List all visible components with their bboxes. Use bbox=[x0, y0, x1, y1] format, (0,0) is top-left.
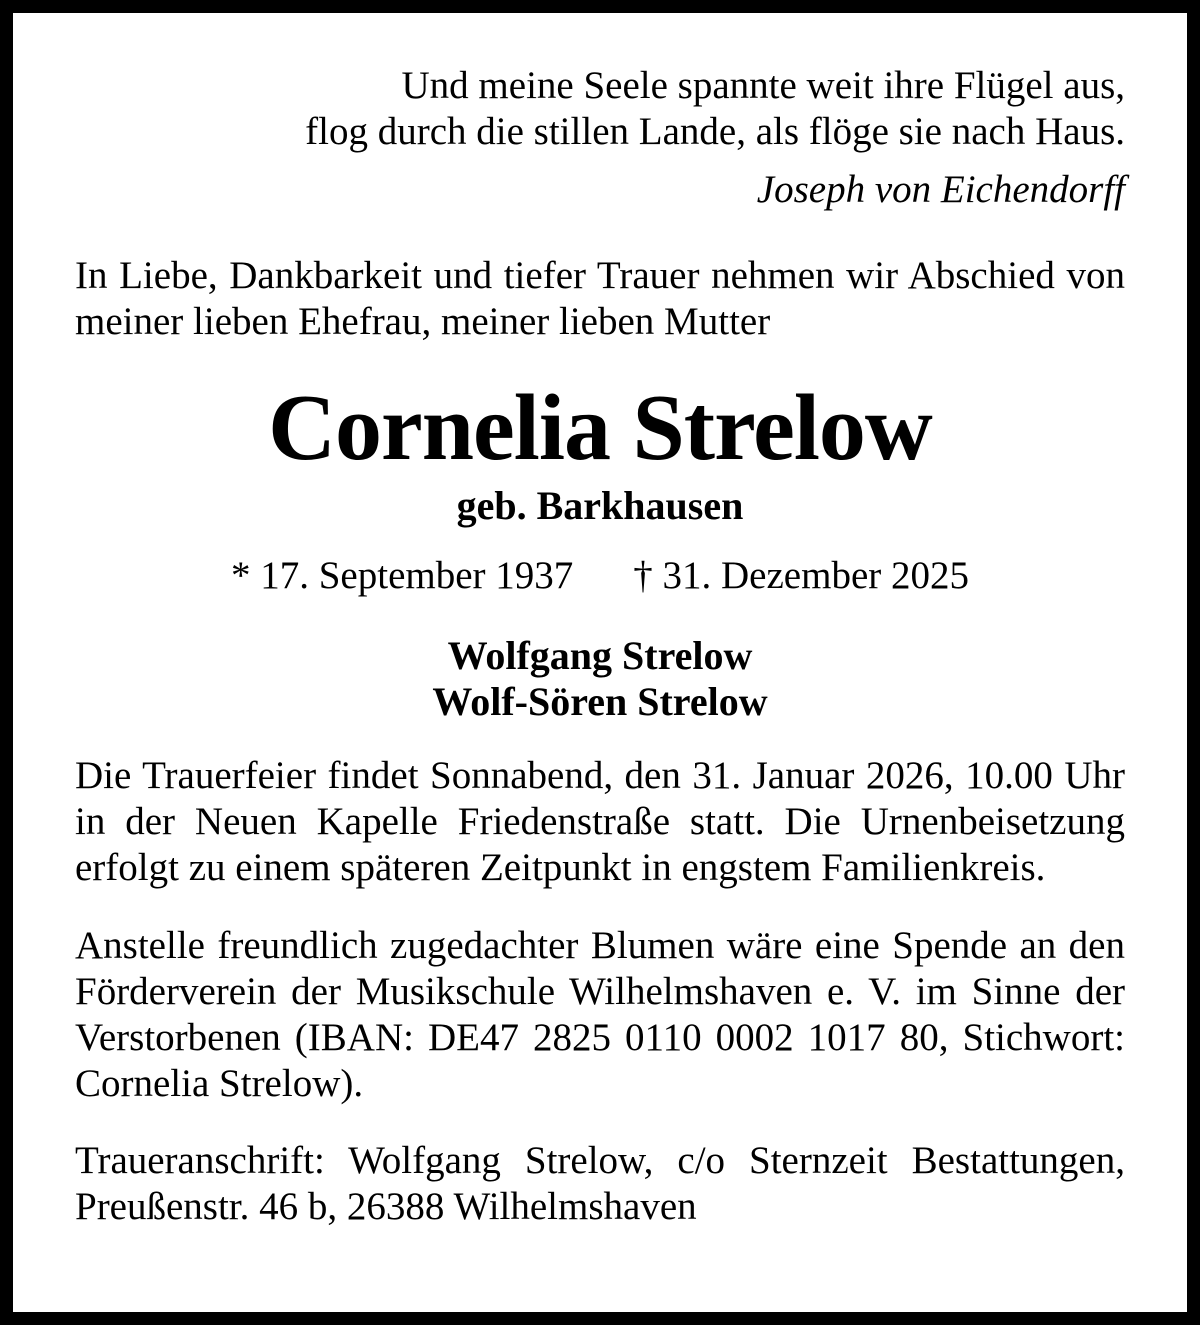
death-date bbox=[633, 553, 969, 599]
death-cross-icon: † bbox=[633, 554, 653, 597]
service-info-paragraph: Die Trauerfeier findet Sonnabend, den 31. Januar 2026, 10.00 Uhr in der Neuen Kapelle Friedenstraße statt. Die Urnenbeisetzung erfolgt zu einem späteren Zeitpunkt in engstem Familienkreis. bbox=[75, 754, 1125, 889]
donation-info-paragraph: Anstelle freundlich zugedachter Blumen wäre eine Spende an den Förderverein der Musikschule Wilhelmshaven e. V. im Sinne der Verstorbenen (IBAN: DE47 2825 0110 0002 1017 80, Stichwort: Cornelia Strelow). bbox=[75, 924, 1125, 1105]
deceased-name: Cornelia Strelow bbox=[268, 376, 932, 480]
death-date-text: 31. Dezember 2025 bbox=[662, 554, 969, 597]
birth-star-icon: * bbox=[230, 554, 251, 597]
birth-date-text: 17. September 1937 bbox=[260, 554, 574, 597]
mourning-address-paragraph: Traueranschrift: Wolfgang Strelow, c/o Sternzeit Bestattungen, Preußenstr. 46 b, 26388 Wilhelmshaven bbox=[75, 1139, 1125, 1228]
mourner-name: Wolfgang Strelow bbox=[447, 633, 753, 678]
quote-line-2: flog durch die stillen Lande, als flöge sie nach Haus. bbox=[305, 110, 1125, 153]
quote-attribution: Joseph von Eichendorff bbox=[756, 168, 1125, 211]
obituary-content bbox=[75, 63, 1125, 1230]
life-dates bbox=[75, 553, 1125, 599]
mourners-list bbox=[75, 633, 1125, 725]
mourner-name: Wolf-Sören Strelow bbox=[432, 679, 768, 724]
obituary-notice bbox=[13, 13, 1187, 1312]
memorial-quote bbox=[75, 63, 1125, 155]
maiden-name: geb. Barkhausen bbox=[456, 483, 744, 528]
birth-date bbox=[231, 553, 573, 599]
intro-text: In Liebe, Dankbarkeit und tiefer Trauer nehmen wir Abschied von meiner lieben Ehefrau, meiner lieben Mutter bbox=[75, 254, 1125, 343]
quote-line-1: Und meine Seele spannte weit ihre Flügel aus, bbox=[401, 64, 1125, 107]
